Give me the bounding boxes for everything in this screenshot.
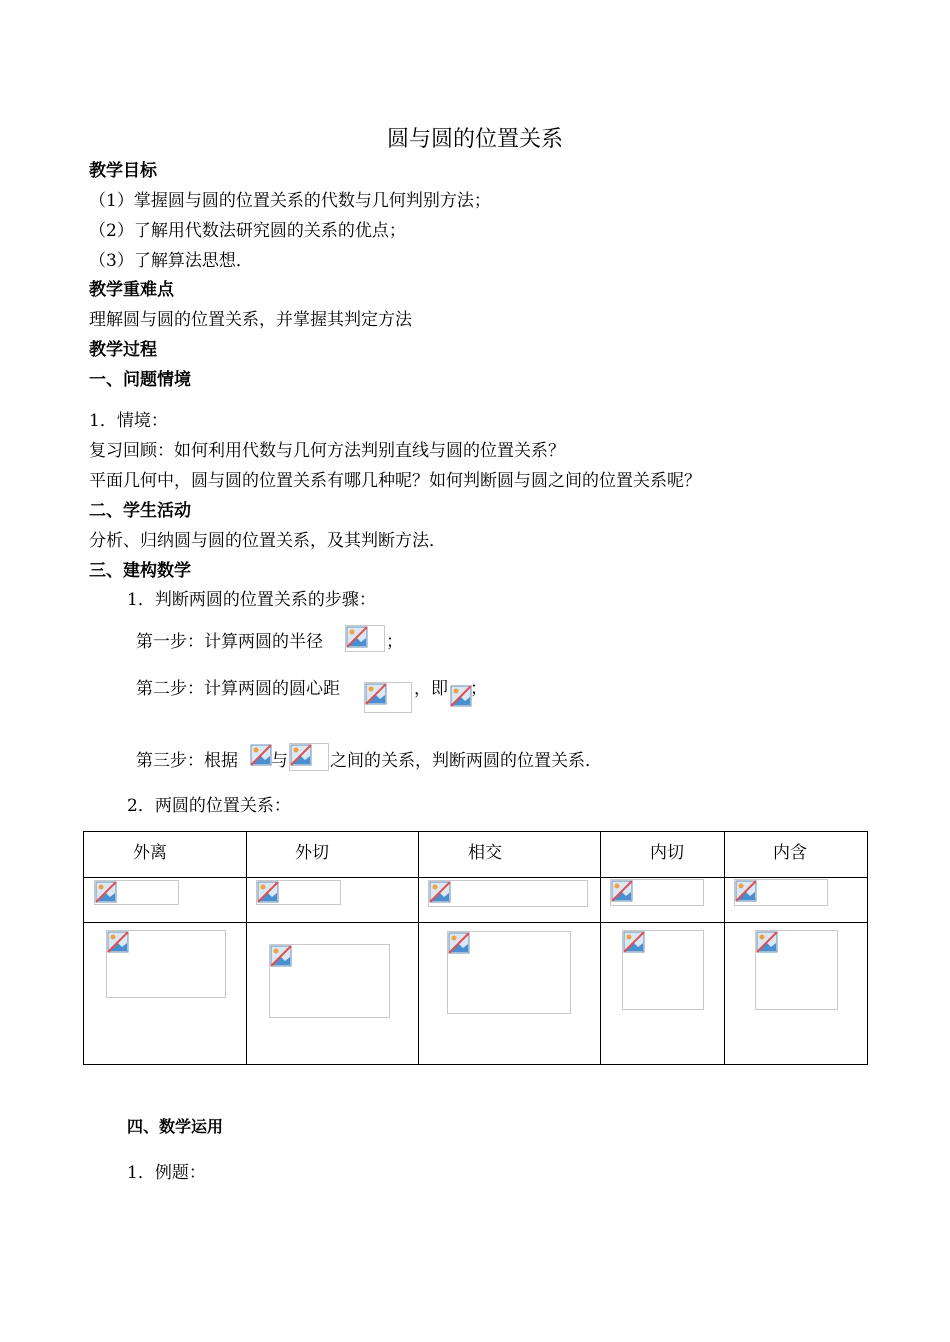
part3-item1: 1．判断两圆的位置关系的步骤： — [127, 590, 376, 610]
formula-image — [364, 682, 412, 713]
step2-mid: ，即 — [414, 679, 448, 699]
diagram-image — [269, 944, 390, 1018]
step3-mid: 与 — [271, 751, 288, 771]
table-header-cell: 外切 — [295, 843, 329, 863]
broken-image-icon — [365, 683, 387, 705]
goal-3: （3）了解算法思想． — [89, 251, 253, 271]
broken-image-icon — [107, 931, 129, 953]
table-divider — [84, 877, 867, 878]
goal-2: （2）了解用代数法研究圆的关系的优点； — [89, 221, 406, 241]
table-header-cell: 内含 — [773, 843, 807, 863]
broken-image-icon — [623, 931, 645, 953]
table-divider — [724, 832, 725, 1064]
part4-heading: 四、数学运用 — [127, 1117, 224, 1136]
table-divider — [84, 922, 867, 923]
condition-image — [734, 879, 828, 906]
difficulty-text: 理解圆与圆的位置关系，并掌握其判定方法 — [89, 310, 412, 330]
condition-image — [94, 880, 179, 905]
broken-image-icon — [346, 626, 368, 648]
broken-image-icon — [429, 881, 451, 903]
step3-suffix: 之间的关系，判断两圆的位置关系． — [330, 751, 602, 771]
condition-image — [256, 880, 341, 905]
step1-text: 第一步：计算两圆的半径 — [136, 632, 323, 652]
step1-suffix: ； — [386, 632, 403, 652]
part3-heading: 三、建构数学 — [89, 561, 191, 581]
broken-image-icon — [257, 881, 279, 903]
part1-question: 平面几何中，圆与圆的位置关系有哪几种呢？如何判断圆与圆之间的位置关系呢？ — [89, 471, 701, 491]
broken-image-icon — [250, 744, 272, 766]
part1-item: 1．情境： — [89, 411, 168, 431]
process-heading: 教学过程 — [89, 340, 157, 360]
diagram-image — [106, 930, 226, 998]
step2-text: 第二步：计算两圆的圆心距 — [136, 679, 340, 699]
diagram-image — [755, 930, 838, 1010]
formula-image — [345, 625, 385, 652]
broken-image-icon — [756, 931, 778, 953]
part1-review: 复习回顾：如何利用代数与几何方法判别直线与圆的位置关系？ — [89, 441, 565, 461]
table-header-cell: 内切 — [650, 843, 684, 863]
goals-heading: 教学目标 — [89, 161, 157, 181]
table-header-cell: 外离 — [133, 843, 167, 863]
page-title: 圆与圆的位置关系 — [386, 127, 563, 152]
table-divider — [600, 832, 601, 1064]
goal-1: （1）掌握圆与圆的位置关系的代数与几何判别方法； — [89, 191, 491, 211]
broken-image-icon — [270, 945, 292, 967]
difficulty-heading: 教学重难点 — [89, 280, 174, 300]
part1-heading: 一、问题情境 — [89, 370, 191, 390]
table-divider — [246, 832, 247, 1064]
formula-image — [250, 744, 272, 768]
condition-image — [428, 880, 588, 907]
broken-image-icon — [448, 932, 470, 954]
table-divider — [418, 832, 419, 1064]
broken-image-icon — [611, 880, 633, 902]
diagram-image — [622, 930, 704, 1010]
broken-image-icon — [95, 881, 117, 903]
formula-image — [450, 685, 472, 709]
part2-heading: 二、学生活动 — [89, 501, 191, 521]
part2-text: 分析、归纳圆与圆的位置关系，及其判断方法． — [89, 531, 446, 551]
condition-image — [610, 879, 704, 906]
part3-item2: 2．两圆的位置关系： — [127, 796, 291, 816]
broken-image-icon — [735, 880, 757, 902]
broken-image-icon — [450, 685, 472, 707]
table-header-cell: 相交 — [468, 843, 502, 863]
diagram-image — [447, 931, 571, 1014]
broken-image-icon — [290, 744, 312, 766]
step2-suffix: ； — [470, 679, 487, 699]
step3-text: 第三步：根据 — [136, 751, 238, 771]
part4-item: 1．例题： — [127, 1163, 206, 1183]
formula-image — [289, 743, 329, 771]
